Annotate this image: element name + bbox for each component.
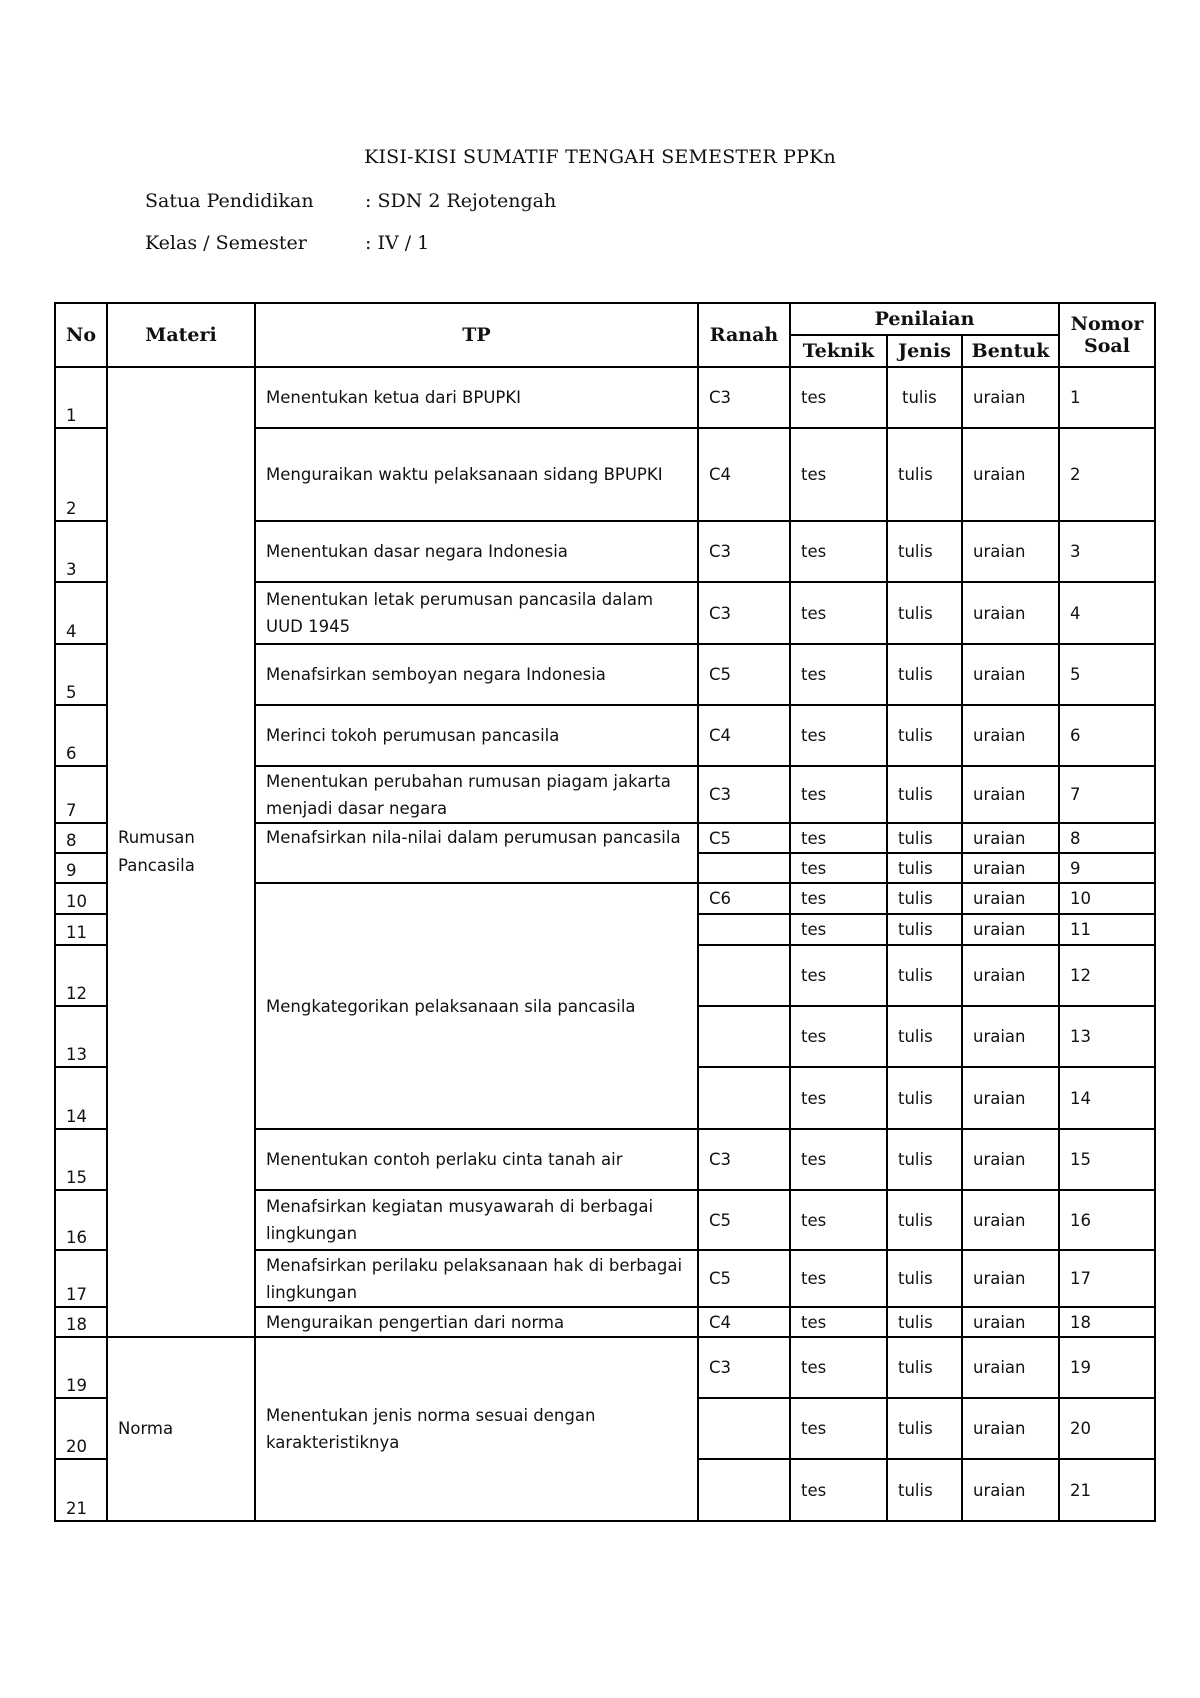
soal-cell: 8 — [1059, 823, 1155, 853]
row-no: 15 — [55, 1129, 107, 1190]
ranah-cell: C3 — [698, 766, 790, 823]
teknik-cell: tes — [790, 883, 887, 914]
tp-cell: Mengkategorikan pelaksanaan sila pancasila — [255, 883, 698, 1129]
bentuk-cell: uraian — [962, 766, 1059, 823]
ranah-cell: C5 — [698, 823, 790, 853]
teknik-cell: tes — [790, 1250, 887, 1307]
teknik-cell: tes — [790, 705, 887, 766]
teknik-cell: tes — [790, 945, 887, 1006]
soal-cell: 12 — [1059, 945, 1155, 1006]
table-row — [55, 367, 1155, 428]
bentuk-cell: uraian — [962, 1398, 1059, 1459]
bentuk-cell: uraian — [962, 853, 1059, 883]
soal-cell: 19 — [1059, 1337, 1155, 1398]
jenis-cell: tulis — [887, 428, 962, 521]
row-no: 7 — [55, 766, 107, 823]
bentuk-cell: uraian — [962, 883, 1059, 914]
header-jenis: Jenis — [887, 335, 962, 367]
bentuk-cell: uraian — [962, 914, 1059, 945]
jenis-cell: tulis — [887, 945, 962, 1006]
bentuk-cell: uraian — [962, 1459, 1059, 1521]
row-no: 20 — [55, 1398, 107, 1459]
table-row — [55, 1337, 1155, 1398]
bentuk-cell: uraian — [962, 582, 1059, 644]
ranah-cell: C5 — [698, 1190, 790, 1250]
ranah-cell: C3 — [698, 582, 790, 644]
jenis-cell: tulis — [887, 1006, 962, 1067]
soal-cell: 1 — [1059, 367, 1155, 428]
teknik-cell: tes — [790, 644, 887, 705]
tp-cell: Merinci tokoh perumusan pancasila — [255, 705, 698, 766]
bentuk-cell: uraian — [962, 1067, 1059, 1129]
jenis-cell: tulis — [887, 1129, 962, 1190]
teknik-cell: tes — [790, 1067, 887, 1129]
row-no: 3 — [55, 521, 107, 582]
ranah-cell — [698, 945, 790, 1006]
row-no: 1 — [55, 367, 107, 428]
jenis-cell: tulis — [887, 766, 962, 823]
row-no: 12 — [55, 945, 107, 1006]
school-label: Satua Pendidikan — [145, 190, 314, 212]
row-no: 11 — [55, 914, 107, 945]
ranah-cell: C3 — [698, 367, 790, 428]
ranah-cell — [698, 1398, 790, 1459]
ranah-cell: C5 — [698, 1250, 790, 1307]
row-no: 6 — [55, 705, 107, 766]
jenis-cell: tulis — [887, 521, 962, 582]
header-no: No — [55, 303, 107, 367]
soal-cell: 2 — [1059, 428, 1155, 521]
jenis-cell: tulis — [887, 1250, 962, 1307]
soal-cell: 17 — [1059, 1250, 1155, 1307]
ranah-cell — [698, 853, 790, 883]
header-tp: TP — [255, 303, 698, 367]
document-title: KISI-KISI SUMATIF TENGAH SEMESTER PPKn — [364, 146, 836, 168]
class-label: Kelas / Semester — [145, 232, 307, 254]
header-materi: Materi — [107, 303, 255, 367]
tp-cell: Menafsirkan kegiatan musyawarah di berbagai lingkungan — [255, 1190, 698, 1250]
jenis-cell: tulis — [887, 1307, 962, 1337]
tp-cell: Menafsirkan perilaku pelaksanaan hak di berbagai lingkungan — [255, 1250, 698, 1307]
school-value: : SDN 2 Rejotengah — [365, 190, 557, 212]
row-no: 10 — [55, 883, 107, 914]
bentuk-cell: uraian — [962, 1337, 1059, 1398]
ranah-cell: C4 — [698, 428, 790, 521]
teknik-cell: tes — [790, 914, 887, 945]
jenis-cell: tulis — [887, 705, 962, 766]
soal-cell: 10 — [1059, 883, 1155, 914]
soal-cell: 11 — [1059, 914, 1155, 945]
tp-cell: Menentukan perubahan rumusan piagam jakarta menjadi dasar negara — [255, 766, 698, 823]
soal-cell: 16 — [1059, 1190, 1155, 1250]
header-teknik: Teknik — [790, 335, 887, 367]
soal-cell: 13 — [1059, 1006, 1155, 1067]
header-nomor-soal: Nomor Soal — [1059, 303, 1155, 367]
row-no: 2 — [55, 428, 107, 521]
kisi-kisi-table — [54, 302, 1156, 1522]
row-no: 21 — [55, 1459, 107, 1521]
soal-cell: 5 — [1059, 644, 1155, 705]
jenis-cell: tulis — [887, 582, 962, 644]
jenis-cell: tulis — [887, 1067, 962, 1129]
teknik-cell: tes — [790, 1459, 887, 1521]
tp-cell: Menentukan jenis norma sesuai dengan karakteristiknya — [255, 1337, 698, 1521]
teknik-cell: tes — [790, 766, 887, 823]
jenis-cell: tulis — [887, 914, 962, 945]
ranah-cell: C4 — [698, 705, 790, 766]
soal-cell: 18 — [1059, 1307, 1155, 1337]
bentuk-cell: uraian — [962, 945, 1059, 1006]
jenis-cell: tulis — [887, 1459, 962, 1521]
soal-cell: 14 — [1059, 1067, 1155, 1129]
jenis-cell: tulis — [887, 1398, 962, 1459]
jenis-cell: tulis — [887, 1337, 962, 1398]
tp-cell: Menguraikan waktu pelaksanaan sidang BPUPKI — [255, 428, 698, 521]
header-bentuk: Bentuk — [962, 335, 1059, 367]
bentuk-cell: uraian — [962, 1006, 1059, 1067]
jenis-cell: tulis — [887, 823, 962, 853]
soal-cell: 9 — [1059, 853, 1155, 883]
row-no: 8 — [55, 823, 107, 853]
soal-cell: 20 — [1059, 1398, 1155, 1459]
teknik-cell: tes — [790, 1337, 887, 1398]
bentuk-cell: uraian — [962, 1190, 1059, 1250]
tp-cell: Menentukan contoh perlaku cinta tanah air — [255, 1129, 698, 1190]
teknik-cell: tes — [790, 367, 887, 428]
ranah-cell — [698, 1067, 790, 1129]
ranah-cell — [698, 1006, 790, 1067]
table-body — [55, 367, 1155, 1521]
jenis-cell: tulis — [887, 853, 962, 883]
row-no: 17 — [55, 1250, 107, 1307]
teknik-cell: tes — [790, 1006, 887, 1067]
bentuk-cell: uraian — [962, 428, 1059, 521]
ranah-cell: C3 — [698, 1337, 790, 1398]
bentuk-cell: uraian — [962, 521, 1059, 582]
ranah-cell: C3 — [698, 1129, 790, 1190]
ranah-cell: C3 — [698, 521, 790, 582]
bentuk-cell: uraian — [962, 823, 1059, 853]
teknik-cell: tes — [790, 582, 887, 644]
school-line — [145, 190, 556, 212]
ranah-cell: C5 — [698, 644, 790, 705]
row-no: 5 — [55, 644, 107, 705]
jenis-cell: tulis — [887, 367, 962, 428]
teknik-cell: tes — [790, 823, 887, 853]
row-no: 14 — [55, 1067, 107, 1129]
header-ranah: Ranah — [698, 303, 790, 367]
bentuk-cell: uraian — [962, 1307, 1059, 1337]
teknik-cell: tes — [790, 1398, 887, 1459]
jenis-cell: tulis — [887, 644, 962, 705]
teknik-cell: tes — [790, 521, 887, 582]
tp-cell: Menentukan dasar negara Indonesia — [255, 521, 698, 582]
bentuk-cell: uraian — [962, 1250, 1059, 1307]
tp-cell: Menentukan ketua dari BPUPKI — [255, 367, 698, 428]
ranah-cell: C4 — [698, 1307, 790, 1337]
class-line — [145, 232, 429, 254]
bentuk-cell: uraian — [962, 1129, 1059, 1190]
ranah-cell — [698, 1459, 790, 1521]
bentuk-cell: uraian — [962, 705, 1059, 766]
teknik-cell: tes — [790, 1307, 887, 1337]
materi-cell: Norma — [107, 1337, 255, 1521]
materi-cell: Rumusan Pancasila — [107, 367, 255, 1337]
jenis-cell: tulis — [887, 883, 962, 914]
row-no: 4 — [55, 582, 107, 644]
jenis-cell: tulis — [887, 1190, 962, 1250]
ranah-cell — [698, 914, 790, 945]
teknik-cell: tes — [790, 428, 887, 521]
row-no: 16 — [55, 1190, 107, 1250]
tp-cell: Menafsirkan nila-nilai dalam perumusan pancasila — [255, 823, 698, 883]
row-no: 13 — [55, 1006, 107, 1067]
bentuk-cell: uraian — [962, 367, 1059, 428]
soal-cell: 6 — [1059, 705, 1155, 766]
teknik-cell: tes — [790, 1190, 887, 1250]
teknik-cell: tes — [790, 1129, 887, 1190]
soal-cell: 15 — [1059, 1129, 1155, 1190]
tp-cell: Menentukan letak perumusan pancasila dalam UUD 1945 — [255, 582, 698, 644]
ranah-cell: C6 — [698, 883, 790, 914]
soal-cell: 7 — [1059, 766, 1155, 823]
header-penilaian: Penilaian — [790, 303, 1059, 335]
soal-cell: 4 — [1059, 582, 1155, 644]
tp-cell: Menguraikan pengertian dari norma — [255, 1307, 698, 1337]
tp-cell: Menafsirkan semboyan negara Indonesia — [255, 644, 698, 705]
teknik-cell: tes — [790, 853, 887, 883]
row-no: 9 — [55, 853, 107, 883]
soal-cell: 3 — [1059, 521, 1155, 582]
class-value: : IV / 1 — [365, 232, 430, 254]
bentuk-cell: uraian — [962, 644, 1059, 705]
soal-cell: 21 — [1059, 1459, 1155, 1521]
row-no: 19 — [55, 1337, 107, 1398]
row-no: 18 — [55, 1307, 107, 1337]
